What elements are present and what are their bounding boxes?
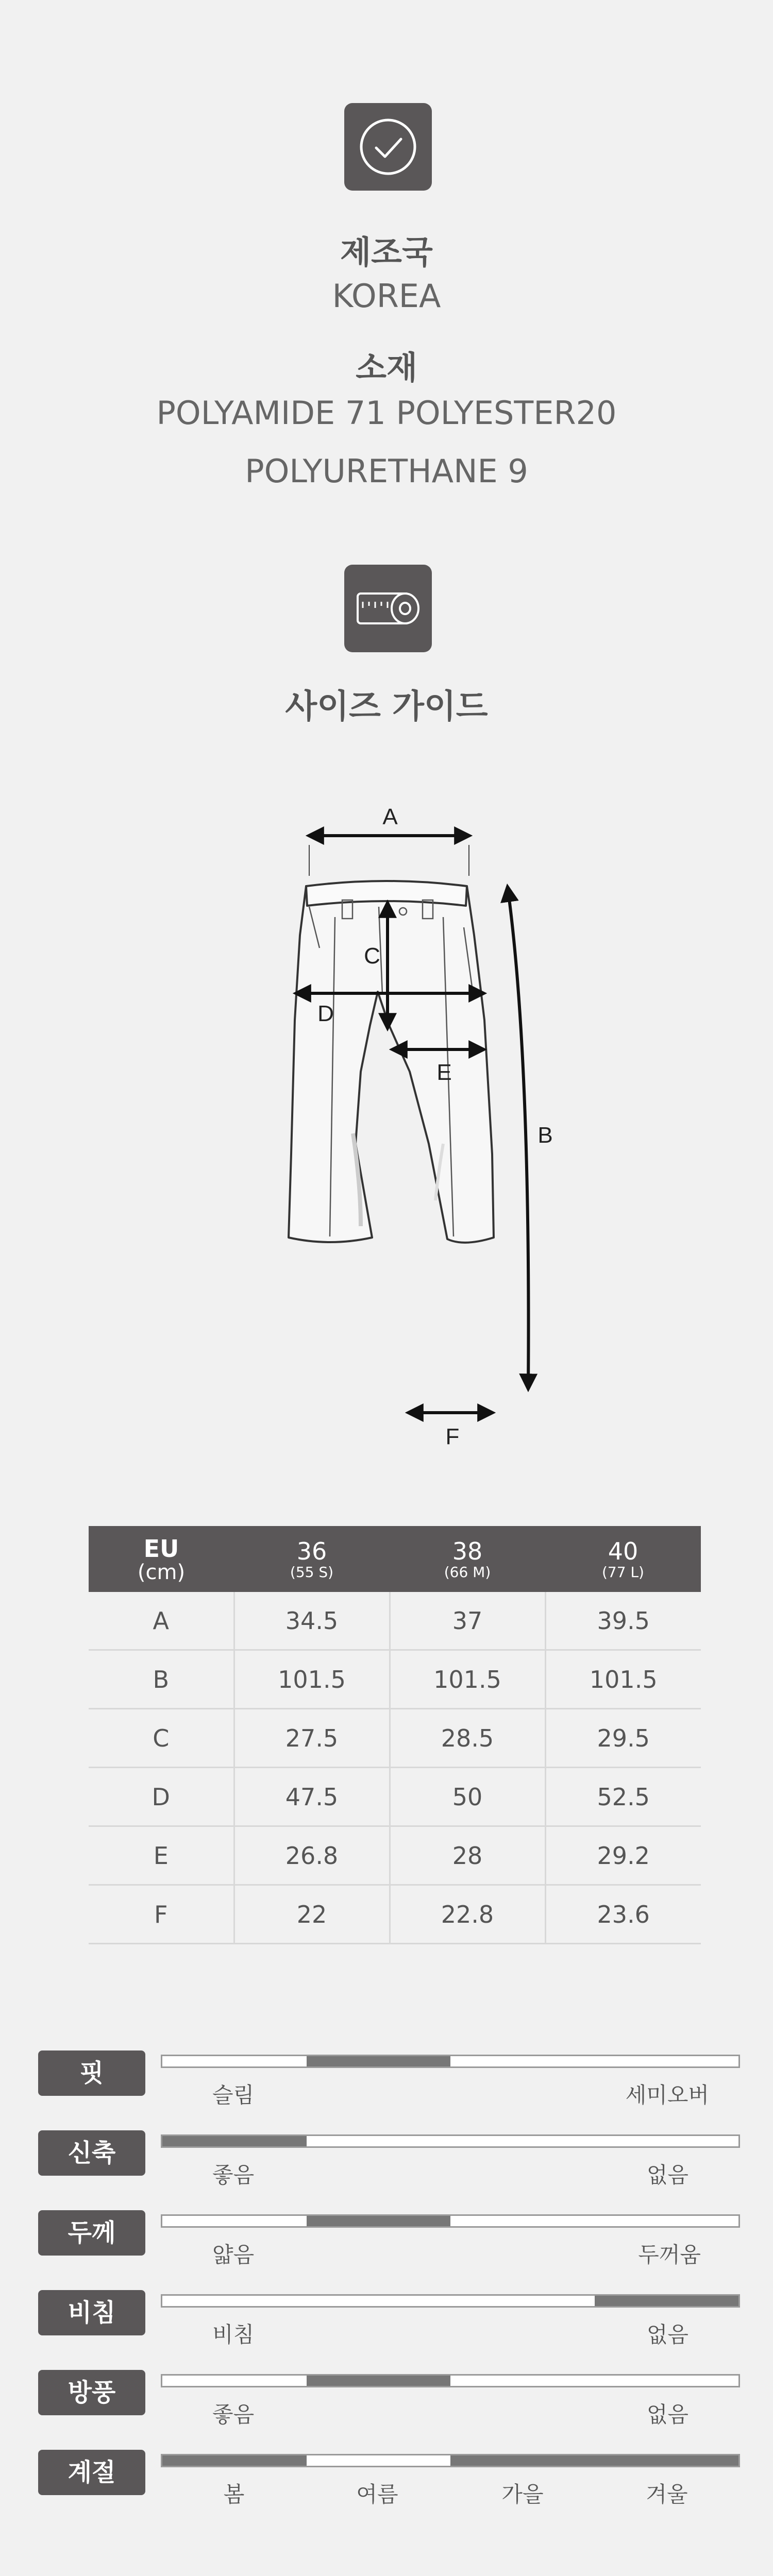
attr-windproof-right-label: 없음 (646, 2402, 688, 2427)
attr-thickness-scale (161, 2214, 740, 2228)
table-cell: 23.6 (545, 1885, 701, 1944)
scale-segment-selected (162, 2136, 307, 2146)
size-table-corner (89, 1526, 234, 1592)
season-label-winter: 겨울 (646, 2482, 688, 2507)
table-cell: 101.5 (234, 1650, 390, 1709)
row-label: D (89, 1768, 234, 1826)
diagram-label-f: F (445, 1424, 460, 1449)
attr-season (0, 2450, 773, 2512)
scale-segment (162, 2216, 307, 2226)
size-column-header (234, 1526, 390, 1592)
attr-stretch-right-label: 없음 (646, 2162, 688, 2188)
material-heading: 소재 (356, 349, 417, 386)
attr-sheer-left-label: 비침 (212, 2322, 255, 2347)
attr-stretch (0, 2130, 773, 2192)
scale-segment (595, 2056, 739, 2066)
table-cell: 37 (390, 1592, 545, 1650)
scale-segment-selected (307, 2216, 451, 2226)
season-segment-selected (450, 2455, 595, 2466)
scale-segment (450, 2056, 595, 2066)
scale-segment (162, 2376, 307, 2386)
scale-segment-selected (595, 2296, 739, 2306)
origin-heading: 제조국 (340, 233, 433, 271)
table-cell: 50 (390, 1768, 545, 1826)
attr-thickness-badge: 두께 (38, 2210, 145, 2256)
size-column-header (545, 1526, 701, 1592)
size-kr-label: (66 M) (444, 1564, 491, 1581)
table-row (89, 1592, 701, 1650)
diagram-label-c: C (364, 943, 380, 969)
attr-sheer-right-label: 없음 (646, 2322, 688, 2347)
row-label: A (89, 1592, 234, 1650)
row-label: F (89, 1885, 234, 1944)
table-row (89, 1709, 701, 1768)
table-row (89, 1885, 701, 1944)
season-label-autumn: 가을 (501, 2482, 544, 2507)
table-cell: 39.5 (545, 1592, 701, 1650)
scale-segment (595, 2136, 739, 2146)
season-segment-selected (162, 2455, 307, 2466)
attr-stretch-badge: 신축 (38, 2130, 145, 2176)
table-cell: 29.2 (545, 1826, 701, 1885)
season-label-spring: 봄 (223, 2482, 245, 2507)
table-cell: 28.5 (390, 1709, 545, 1768)
attr-fit (0, 2050, 773, 2112)
tape-measure-icon (344, 565, 432, 652)
row-label: B (89, 1650, 234, 1709)
row-label: C (89, 1709, 234, 1768)
attr-windproof (0, 2370, 773, 2432)
scale-segment (450, 2296, 595, 2306)
table-cell: 27.5 (234, 1709, 390, 1768)
table-cell: 28 (390, 1826, 545, 1885)
diagram-label-e: E (436, 1060, 452, 1085)
size-number: 38 (452, 1537, 483, 1565)
table-cell: 34.5 (234, 1592, 390, 1650)
table-cell: 52.5 (545, 1768, 701, 1826)
table-cell: 29.5 (545, 1709, 701, 1768)
attr-fit-right-label: 세미오버 (625, 2082, 709, 2108)
diagram-label-b: B (537, 1123, 553, 1148)
table-cell: 47.5 (234, 1768, 390, 1826)
size-number: 40 (608, 1537, 638, 1565)
attr-season-badge: 계절 (38, 2450, 145, 2495)
pants-measurement-diagram (0, 773, 773, 1473)
table-cell: 26.8 (234, 1826, 390, 1885)
season-label-summer: 여름 (356, 2482, 398, 2507)
attr-windproof-left-label: 좋음 (212, 2402, 255, 2427)
table-row (89, 1650, 701, 1709)
unit-system-label: EU (143, 1535, 179, 1563)
attr-stretch-scale (161, 2134, 740, 2148)
scale-segment-selected (307, 2056, 451, 2066)
table-row (89, 1768, 701, 1826)
scale-segment (162, 2056, 307, 2066)
size-column-header (390, 1526, 545, 1592)
attr-sheer-badge: 비침 (38, 2290, 145, 2335)
table-cell: 101.5 (390, 1650, 545, 1709)
attr-thickness (0, 2210, 773, 2272)
attr-fit-scale (161, 2055, 740, 2068)
attr-thickness-right-label: 두꺼움 (638, 2242, 701, 2267)
attr-sheer (0, 2290, 773, 2352)
attr-sheer-scale (161, 2294, 740, 2308)
unit-label: (cm) (137, 1561, 186, 1584)
size-guide-heading: 사이즈 가이드 (285, 688, 488, 726)
origin-check-icon (344, 103, 432, 191)
scale-segment (595, 2216, 739, 2226)
season-segment-selected (595, 2455, 739, 2466)
diagram-label-a: A (382, 804, 398, 829)
scale-segment (450, 2376, 595, 2386)
attr-thickness-left-label: 얇음 (212, 2242, 255, 2267)
row-label: E (89, 1826, 234, 1885)
attr-season-scale (161, 2454, 740, 2467)
size-kr-label: (77 L) (602, 1564, 644, 1581)
season-segment (307, 2455, 451, 2466)
table-row (89, 1826, 701, 1885)
attr-windproof-scale (161, 2374, 740, 2387)
size-table (89, 1526, 701, 1944)
scale-segment (595, 2376, 739, 2386)
table-cell: 22.8 (390, 1885, 545, 1944)
size-kr-label: (55 S) (290, 1564, 334, 1581)
attr-fit-badge: 핏 (38, 2050, 145, 2096)
diagram-label-d: D (317, 1001, 334, 1026)
scale-segment (162, 2296, 307, 2306)
size-table-header (89, 1526, 701, 1592)
origin-value: KOREA (332, 277, 441, 315)
table-cell: 22 (234, 1885, 390, 1944)
scale-segment-selected (307, 2376, 451, 2386)
attr-windproof-badge: 방풍 (38, 2370, 145, 2415)
scale-segment (307, 2136, 451, 2146)
attr-stretch-left-label: 좋음 (212, 2162, 255, 2188)
material-line-1: POLYAMIDE 71 POLYESTER20 (156, 394, 617, 432)
material-line-2: POLYURETHANE 9 (245, 452, 528, 490)
attr-fit-left-label: 슬림 (212, 2082, 255, 2108)
table-cell: 101.5 (545, 1650, 701, 1709)
scale-segment (307, 2296, 451, 2306)
size-number: 36 (296, 1537, 327, 1565)
scale-segment (450, 2216, 595, 2226)
scale-segment (450, 2136, 595, 2146)
